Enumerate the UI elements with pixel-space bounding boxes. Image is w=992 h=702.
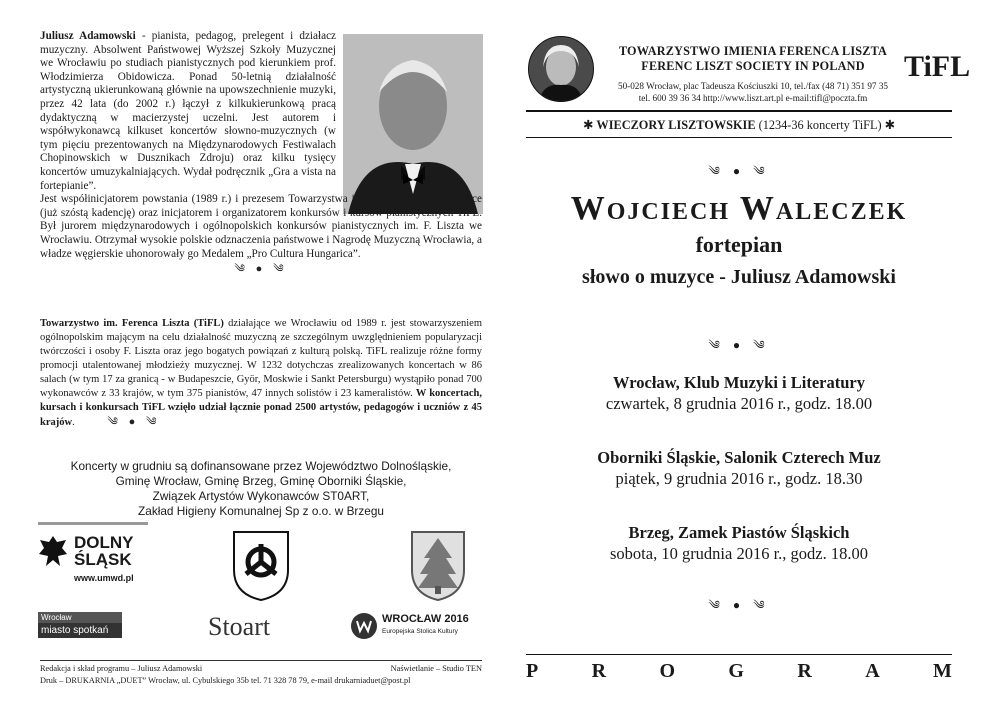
wroclaw-2016-sub: Europejska Stolica Kultury — [382, 628, 458, 635]
oborniki-coat-of-arms-icon — [410, 530, 466, 602]
society-name-en: FERENC LISZT SOCIETY IN POLAND — [641, 59, 865, 73]
concert-brzeg — [526, 522, 952, 564]
tifl-name: Towarzystwo im. Ferenca Liszta (TiFL) — [40, 318, 224, 329]
society-address-line: 50-028 Wrocław, plac Tadeusza Kościuszki 10, tel./fax (48 71) 351 97 35 — [617, 81, 889, 91]
society-contact-line: tel. 600 39 36 34 http://www.liszt.art.pl e-mail:tifl@poczta.fm — [638, 93, 868, 103]
society-address — [598, 80, 908, 104]
bio-text-wide: Jest współinicjatorem powstania (1989 r.) i prezesem Towarzystwa im. Ferenca Liszta w Polsce (już szóstą kadencję) oraz inicjatorem i organizatorem konkursów i kursów pianistycznych TiFL. Był jurorem międzynarodowych i ogólnopolskich konkursów pianistycznych im. F. Liszta we Wrocławiu. Otrzymał wysokie polskie odznaczenia państwowe i Nagrodę Muzyczną Wrocławia, a władze węgierskie uhonorowały go Medalem „Pro Cultura Hungarica”. — [40, 193, 482, 260]
sponsors-list — [40, 459, 482, 519]
footer-editor: Redakcja i skład programu – Juliusz Adamowski — [40, 664, 203, 673]
concert-venue: Oborniki Śląskie, Salonik Czterech Muz — [597, 448, 881, 467]
society-name — [598, 44, 908, 74]
dolny-slask-logo — [38, 522, 158, 592]
star-icon: ✱ — [583, 118, 594, 132]
divider-line — [526, 654, 952, 655]
concert-date: czwartek, 8 grudnia 2016 r., godz. 18.00 — [605, 394, 873, 413]
wroclaw-bottom: miasto spotkań — [38, 623, 122, 638]
stoart-text: Stoart — [208, 612, 271, 641]
talk-credit: słowo o muzyce - Juliusz Adamowski — [582, 266, 896, 288]
footer-left — [40, 660, 482, 686]
concert-oborniki — [526, 447, 952, 489]
concert-date: sobota, 10 grudnia 2016 r., godz. 18.00 — [609, 544, 868, 563]
program-letter: G — [728, 660, 744, 682]
wroclaw-2016-text: WROCŁAW 2016 — [382, 613, 469, 625]
wroclaw-2016-logo — [350, 610, 480, 646]
series-subtitle: (1234-36 koncerty TiFL) — [755, 118, 885, 132]
program-heading — [526, 660, 952, 683]
star-icon: ✱ — [884, 118, 895, 132]
wroclaw-top: Wrocław — [38, 612, 122, 623]
footer-studio: Naświetlanie – Studio TEN — [390, 664, 482, 673]
dolny-slask-top: DOLNY — [74, 533, 134, 552]
footer-print: Druk – DRUKARNIA „DUET” Wrocław, ul. Cybulskiego 35b tel. 71 328 78 79, e-mail drukarniaduet@post.pl — [40, 675, 411, 685]
program-letter: P — [526, 660, 539, 682]
bio-name: Juliusz Adamowski — [40, 30, 136, 42]
series-title: WIECZORY LISZTOWSKIE — [596, 118, 756, 132]
performer-name: Wojciech Waleczek — [570, 190, 908, 227]
ornament-divider: ༄ ● ༄ — [708, 338, 770, 352]
program-letter: R — [591, 660, 607, 682]
liszt-image — [529, 37, 593, 101]
concert-venue: Brzeg, Zamek Piastów Śląskich — [628, 523, 850, 542]
instrument: fortepian — [695, 232, 783, 257]
ornament-divider: ༄ ● ༄ — [708, 164, 770, 178]
sponsor-line: Koncerty w grudniu są dofinansowane przez Województwo Dolnośląskie, — [70, 459, 452, 473]
brzeg-coat-of-arms-icon — [232, 530, 290, 602]
ornament-divider: ༄ ● ༄ — [234, 263, 288, 276]
program-letter: M — [933, 660, 952, 682]
divider-line — [526, 137, 952, 138]
series-heading — [526, 118, 952, 133]
tifl-description — [40, 317, 482, 430]
ornament-divider: ༄ ● ༄ — [708, 598, 770, 612]
eagle-icon — [38, 534, 68, 570]
dolny-slask-bottom: ŚLĄSK — [74, 550, 132, 569]
concert-date: piątek, 9 grudnia 2016 r., godz. 18.30 — [615, 469, 863, 488]
tifl-bold-text: W koncertach, kursach i konkursach TiFL wzięło udział łącznie ponad 2500 artystów, pedagogów i uczniów z 45 krajów — [40, 388, 482, 428]
program-letter: R — [797, 660, 812, 682]
ornament-divider-2: ༄ ● ༄ — [107, 416, 161, 428]
sponsor-line: Gminę Wrocław, Gminę Brzeg, Gminę Oborniki Śląskie, — [115, 474, 407, 488]
program-letter: A — [865, 660, 880, 682]
tifl-logo: TiFL — [904, 50, 971, 83]
bio-narrow — [40, 30, 336, 193]
concert-wroclaw — [526, 372, 952, 414]
stoart-logo — [208, 612, 292, 646]
tifl-text: działające we Wrocławiu od 1989 r. jest stowarzyszeniem ogólnopolskim mającym na celu działalność muzyczną ze szczególnym uwzględnieniem popularyzacji twórczości i osoby F. Liszta oraz jego bogatych powiązań z kulturą polską. TiFL realizuje różne formy promocji utalentowanej młodzieży muzycznej. W 1232 dotychczas zrealizowanych koncertach w 86 salach (w tym 17 za granicą - w Budapeszcie, Györ, Moskwie i Sankt Petersburgu) wystąpiło ponad 700 wykonawców z 33 krajów, w tym 375 pianistów, 47 innych solistów i 23 kameralistów. — [40, 318, 482, 399]
sponsor-line: Związek Artystów Wykonawców ST0ART, — [152, 489, 370, 503]
liszt-portrait — [528, 36, 594, 102]
society-name-pl: TOWARZYSTWO IMIENIA FERENCA LISZTA — [618, 44, 888, 58]
dolny-slask-url: www.umwd.pl — [74, 573, 134, 583]
wroclaw-2016-icon — [350, 612, 378, 640]
bio-section — [40, 30, 482, 277]
wroclaw-logo — [38, 612, 122, 642]
program-letter: O — [659, 660, 676, 682]
concert-venue: Wrocław, Klub Muzyki i Literatury — [613, 373, 865, 392]
divider-line — [526, 110, 952, 112]
tifl-end: . — [72, 417, 75, 428]
sponsor-line: Zakład Higieny Komunalnej Sp z o.o. w Brzegu — [138, 504, 384, 518]
bio-text-narrow: - pianista, pedagog, prelegent i działacz muzyczny. Absolwent Państwowej Wyższej Szkoły Muzycznej we Wrocławiu po studiach pianistycznych pod kierunkiem prof. Włodzimierza Obidowicza. Ponad 50-letnią działalność artystyczną ukierunkowaną głównie na upowszechnienie muzyki, przez 42 lata (do 2002 r.) łączył z kilkukierunkową pracą dydaktyczną w macierzystej uczelni. Jest autorem i współwykonawcą kilkuset koncertów słowno-muzycznych (w tym pięciu prezentowanych na Międzynarodowych Festiwalach Chopinowskich w Dusznikach Zdroju) oraz kilku tysięcy koncertów umuzykalniających. Wydał podręcznik „Gra a vista na fortepianie”. — [40, 30, 336, 192]
